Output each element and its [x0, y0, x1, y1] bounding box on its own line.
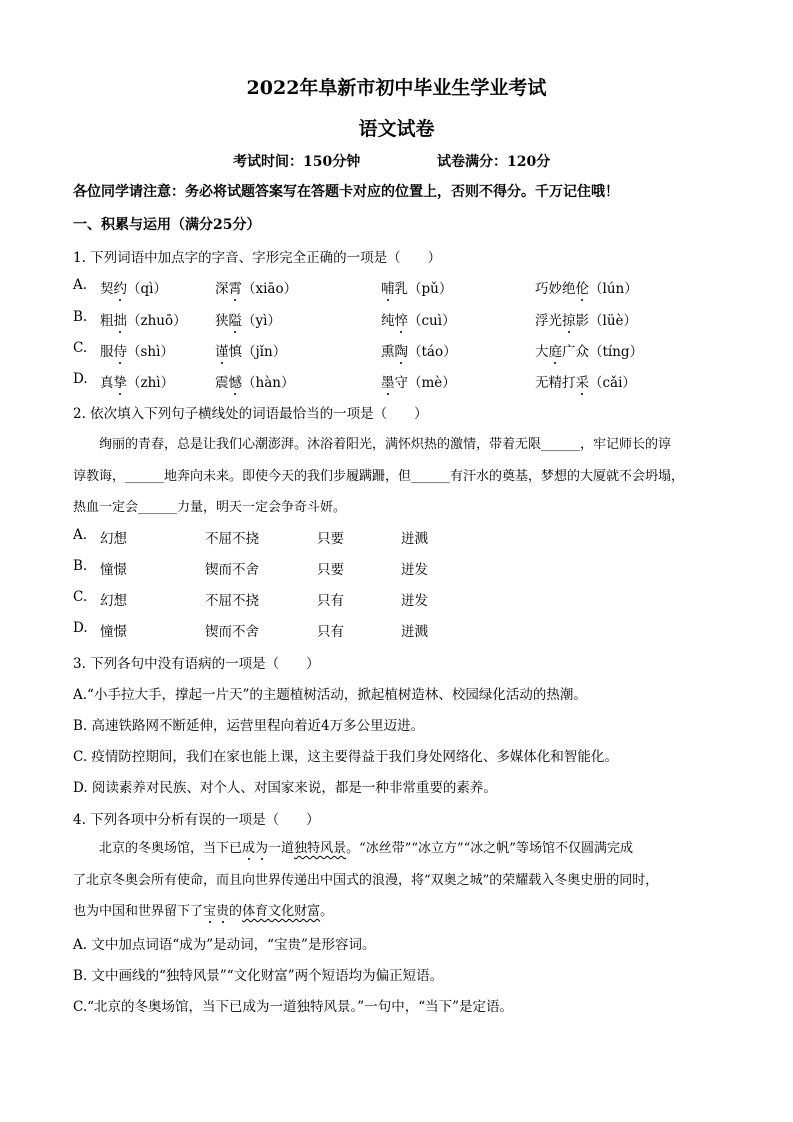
q3-option: B. 高速铁路网不断延伸，运营里程向着近4万多公里迈进。: [73, 718, 425, 734]
q2-option-word: 迸溅: [401, 624, 428, 640]
q2-option-word: 幻想: [100, 593, 127, 609]
q1-dotted-char: 侍: [114, 340, 128, 360]
q1-word-text: （zhuō）: [127, 313, 187, 329]
q4-underlined-phrase: 独特风景: [294, 841, 347, 856]
q1-word: [100, 340, 174, 360]
q1-word-text: 影（lüè）: [575, 313, 638, 329]
q2-option-word: 迸发: [401, 562, 428, 578]
q1-word: [215, 309, 281, 329]
q1-dotted-char: 庭: [549, 340, 563, 360]
q2-option-label: C.: [73, 589, 88, 605]
q1-dotted-char: 拙: [114, 309, 128, 329]
q4-dotted-word: [203, 904, 229, 919]
exam-subtitle: 语文试卷: [358, 118, 435, 140]
dotted-char: 成: [242, 837, 255, 856]
q2-option-word: 憧憬: [100, 562, 127, 578]
q2-option-word: 迸溅: [401, 531, 428, 547]
q4-underlined-phrase: 体育文化财富: [242, 904, 321, 919]
q4-text: 的: [229, 904, 243, 919]
q1-dotted-char: 伦: [576, 277, 590, 297]
section-title: 一、积累与运用（满分25分）: [73, 217, 261, 233]
q1-word-text: 广众（tíng）: [562, 344, 644, 360]
q4-text: 北京的冬奥场馆，当下已: [73, 841, 243, 856]
q1-word-text: 真: [100, 375, 114, 391]
q1-dotted-char: 挚: [114, 371, 128, 391]
q1-word-text: 震: [215, 375, 229, 391]
q1-word-text: 熏: [381, 344, 395, 360]
q1-word: [381, 371, 456, 391]
dotted-char: 为: [255, 837, 268, 856]
q1-word: [100, 371, 174, 391]
q1-word-text: （yì）: [242, 313, 281, 329]
q2-option-label: B.: [73, 558, 88, 574]
q1-dotted-char: 约: [114, 277, 128, 297]
q2-option-word: 只有: [317, 593, 344, 609]
q1-word: [535, 309, 637, 329]
q4-text: 。“冰丝带”“冰立方”“冰之帆”等场馆不仅圆满完成: [346, 841, 633, 856]
q2-option-word: 迸发: [401, 593, 428, 609]
q1-word-text: （shì）: [127, 344, 174, 360]
q2-option-label: D.: [73, 620, 88, 636]
q2-option-word: 只要: [317, 531, 344, 547]
q1-word-text: 粗: [100, 313, 114, 329]
q1-stem: 1. 下列词语中加点字的字音、字形完全正确的一项是（ ）: [73, 250, 442, 266]
q1-dotted-char: 隘: [229, 309, 243, 329]
q1-word-text: 服: [100, 344, 114, 360]
q4-dotted-word: [242, 841, 268, 856]
q2-option-word: 不屈不挠: [205, 531, 259, 547]
q2-stem: 2. 依次填入下列句子横线处的词语最恰当的一项是（ ）: [73, 406, 428, 422]
q1-word-text: 纯: [381, 313, 395, 329]
q1-word: [535, 340, 643, 360]
q1-word-text: 契: [100, 281, 114, 297]
q1-word-text: 慎（jǐn）: [228, 344, 287, 360]
q1-dotted-char: 墨: [381, 371, 395, 391]
q1-dotted-char: 哺: [381, 277, 395, 297]
q3-option: D. 阅读素养对民族、对个人、对国家来说，都是一种非常重要的素养。: [73, 780, 497, 796]
q1-word-text: 无精打: [535, 375, 576, 391]
q1-dotted-char: 掠: [562, 309, 576, 329]
q1-word-text: 狭: [215, 313, 229, 329]
q4-passage-line: [73, 837, 723, 856]
q1-word: [215, 371, 294, 391]
q1-option-label: A.: [73, 277, 88, 293]
dotted-char: 贵: [216, 900, 229, 919]
q1-word-text: 守（mè）: [394, 375, 456, 391]
q1-word-text: （xiāo）: [242, 281, 298, 297]
q2-option-word: 幻想: [100, 531, 127, 547]
exam-notice: 各位同学请注意：务必将试题答案写在答题卡对应的位置上，否则不得分。千万记住哦！: [73, 184, 619, 200]
q3-stem: 3. 下列各句中没有语病的一项是（ ）: [73, 656, 320, 672]
q1-word: [215, 340, 286, 360]
q1-word-text: 深: [215, 281, 229, 297]
exam-time: 考试时间：150分钟: [233, 154, 361, 170]
exam-title: 2022年阜新市初中毕业生学业考试: [246, 77, 547, 99]
q1-dotted-char: 憾: [229, 371, 243, 391]
q2-passage-line: 热血一定会______力量，明天一定会争奇斗妍。: [73, 500, 347, 515]
q1-word-text: 巧妙绝: [535, 281, 576, 297]
q1-word-text: （qì）: [127, 281, 167, 297]
q4-stem: 4. 下列各项中分析有误的一项是（ ）: [73, 812, 320, 828]
q1-word-text: （zhì）: [127, 375, 175, 391]
q2-passage-line: 绚丽的青春，总是让我们心潮澎湃。沐浴着阳光，满怀炽热的激情，带着无限______，牢记师长的谆: [73, 437, 672, 452]
q2-option-word: 锲而不舍: [205, 562, 259, 578]
q1-word: [381, 309, 456, 329]
q4-passage-line: [73, 900, 723, 919]
q1-word-text: （cǎi）: [589, 375, 636, 391]
q2-option-word: 只有: [317, 624, 344, 640]
q3-option: A.“小手拉大手，撑起一片天”的主题植树活动，掀起植树造林、校园绿化活动的热潮。: [73, 687, 587, 703]
q4-text: 一道: [268, 841, 295, 856]
q2-option-word: 憧憬: [100, 624, 127, 640]
q1-word: [535, 371, 636, 391]
q1-word: [100, 309, 187, 329]
exam-score: 试卷满分：120分: [437, 154, 551, 170]
q1-word-text: 浮光: [535, 313, 562, 329]
q1-dotted-char: 霄: [229, 277, 243, 297]
q4-passage-line: 了北京冬奥会所有使命，而且向世界传递出中国式的浪漫，将“双奥之城”的荣耀载入冬奥史册的同时，: [73, 873, 659, 888]
q2-option-label: A.: [73, 527, 88, 543]
q4-option: C.“北京的冬奥场馆，当下已成为一道独特风景。”一句中，“当下”是定语。: [73, 999, 513, 1015]
q1-option-label: C.: [73, 340, 88, 356]
q4-text: 。: [320, 904, 334, 919]
q1-word-text: （lún）: [589, 281, 638, 297]
q1-option-label: B.: [73, 309, 88, 325]
q2-option-word: 只要: [317, 562, 344, 578]
q1-dotted-char: 谨: [215, 340, 229, 360]
q1-word: [381, 340, 457, 360]
q2-option-word: 不屈不挠: [205, 593, 259, 609]
q1-dotted-char: 悴: [395, 309, 409, 329]
q1-dotted-char: 采: [576, 371, 590, 391]
q1-word: [215, 277, 297, 297]
q3-option: C. 疫情防控期间，我们在家也能上课，这主要得益于我们身处网络化、多媒体化和智能化。: [73, 749, 618, 765]
q1-word-text: （cuì）: [408, 313, 456, 329]
q4-text: 也为中国和世界留下了: [73, 904, 204, 919]
q1-option-label: D.: [73, 371, 88, 387]
q1-word: [381, 277, 452, 297]
q1-word: [100, 277, 167, 297]
q4-option: A. 文中加点词语“成为”是动词，“宝贵”是形容词。: [73, 937, 376, 953]
q1-word-text: 乳（pǔ）: [394, 281, 453, 297]
q1-word-text: 大: [535, 344, 549, 360]
q1-dotted-char: 陶: [395, 340, 409, 360]
q1-word-text: （hàn）: [242, 375, 295, 391]
dotted-char: 宝: [203, 900, 216, 919]
q1-word: [535, 277, 638, 297]
q1-word-text: （táo）: [408, 344, 457, 360]
q4-option: B. 文中画线的“独特风景”“文化财富”两个短语均为偏正短语。: [73, 968, 444, 984]
q2-passage-line: 谆教诲，______地奔向未来。即使今天的我们步履蹒跚，但______有汗水的奠基，梦想的大厦就不会坍塌，: [73, 469, 685, 484]
q2-option-word: 锲而不舍: [205, 624, 259, 640]
